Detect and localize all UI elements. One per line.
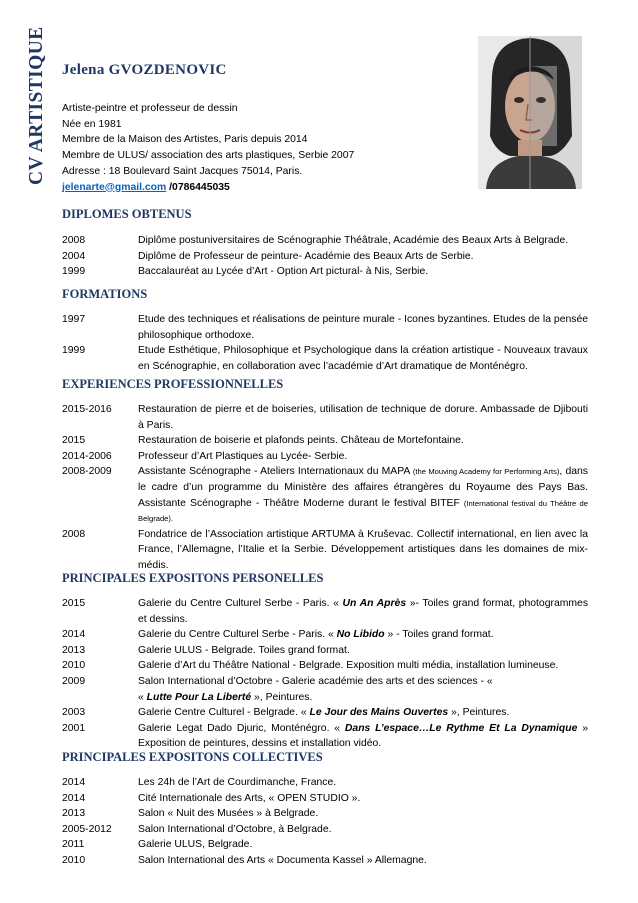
list-item	[62, 433, 588, 449]
entry-text-part: Salon International d’Octobre - Galerie académie des arts et des sciences - «	[138, 675, 493, 687]
entry-text	[138, 464, 588, 526]
entry-text-part: »- Toiles grand format, photogrammes et dessins.	[138, 598, 589, 625]
entry-text-part: , dans le cadre d’un programme du Ministère des affaires étrangères du Royaume des Pays Bas. Assistante Scénographe - Théâtre Moderne durant le festival BITEF	[138, 466, 588, 509]
entry-year: 2014	[62, 792, 86, 804]
list-item	[62, 464, 588, 526]
entry-text: Salon International d’Octobre, à Belgrade.	[138, 823, 332, 835]
entry-year: 2004	[62, 250, 86, 262]
info-line: Membre de ULUS/ association des arts plastiques, Serbie 2007	[62, 150, 355, 162]
entry-year: 2009	[62, 675, 86, 687]
list-item	[62, 837, 588, 853]
entry-year: 1997	[62, 314, 86, 325]
entry-year: 1999	[62, 345, 86, 357]
entry-text: Restauration de boiserie et plafonds peints. Château de Mortefontaine.	[138, 435, 464, 447]
info-line: Adresse : 18 Boulevard Saint Jacques 75014, Paris.	[62, 165, 303, 177]
phone-number: /0786445035	[166, 181, 230, 193]
exhibition-title: No Libido	[336, 629, 385, 641]
entry-year: 2008-2009	[62, 466, 112, 478]
entry-text: Les 24h de l’Art de Courdimanche, France.	[138, 777, 337, 788]
list-item	[62, 264, 588, 280]
entry-text	[138, 674, 588, 705]
entry-text: Etude des techniques et réalisations de peinture murale - Icones byzantines. Etudes de la pensée philosophique orthodoxe.	[138, 314, 588, 341]
entry-year: 1999	[62, 266, 86, 278]
list-item	[62, 853, 588, 869]
exhibition-title: Lutte Pour La Liberté	[146, 691, 252, 703]
entry-note: (International festival du Théâtre de Belgrade).	[138, 498, 589, 524]
list-item	[62, 527, 588, 574]
info-line: Membre de la Maison des Artistes, Paris depuis 2014	[62, 134, 308, 146]
diplomes-list	[62, 233, 588, 280]
entry-text: Cité Internationale des Arts, « OPEN STUDIO ».	[138, 792, 361, 804]
entry-text: Etude Esthétique, Philosophique et Psychologique dans la création artistique - Nouveaux travaux en Scénographie, en collaboration avec l’académie d’Art dramatique de Monténégro.	[138, 345, 588, 372]
list-item	[62, 775, 588, 791]
entry-text-part: Assistante Scénographe - Ateliers Internationaux du MAPA	[138, 466, 413, 478]
list-item	[62, 643, 588, 659]
entry-year: 2015	[62, 435, 86, 447]
entry-text-part: Galerie Centre Culturel - Belgrade. «	[138, 707, 310, 719]
entry-text: Galerie d’Art du Théâtre National - Belgrade. Exposition multi média, installation lumineuse.	[138, 660, 559, 672]
contact-line	[62, 180, 354, 196]
entry-text	[138, 627, 588, 643]
list-item	[62, 658, 588, 674]
entry-text-part: «	[138, 691, 147, 703]
list-item	[62, 627, 588, 643]
exhibition-title: Le Jour des Mains Ouvertes	[309, 707, 449, 719]
entry-year: 2014	[62, 777, 86, 788]
entry-text	[138, 721, 588, 752]
entry-text: Diplôme postuniversitaires de Scénographie Théâtrale, Académie des Beaux Arts à Belgrade.	[138, 235, 569, 246]
experiences-list	[62, 402, 588, 574]
section-title-expositions-personelles: PRINCIPALES EXPOSITONS PERSONELLES	[62, 571, 324, 585]
entry-year: 2008	[62, 528, 86, 540]
section-title-formations: FORMATIONS	[62, 287, 148, 301]
personal-info	[62, 101, 354, 195]
portrait-image	[478, 36, 582, 189]
entry-note: (the Mouving Academy for Performing Arts)	[412, 467, 560, 477]
exhibition-title: Dans L’espace…Le Rythme Et La Dynamique	[344, 722, 578, 734]
entry-year: 2011	[62, 839, 85, 851]
entry-text: Restauration de pierre et de boiseries, utilisation de technique de dorure. Ambassade de Djibouti à Paris.	[138, 404, 588, 431]
portrait-photo	[478, 36, 582, 189]
person-name: Jelena GVOZDENOVIC	[62, 62, 227, 78]
entry-text: Galerie ULUS, Belgrade.	[138, 839, 253, 851]
entry-text	[138, 596, 588, 627]
entry-text: Fondatrice de l’Association artistique ARTUMA à Kruševac. Collectif international, en lien avec la France, l’Allemagne, l’Italie et la Serbie. Développement artistiques dans les domaines de mix-médis.	[138, 528, 588, 571]
entry-year: 2008	[62, 235, 86, 246]
cv-side-label: CV ARTISTIQUE	[26, 26, 47, 185]
info-line: Née en 1981	[62, 118, 122, 130]
entry-text-part: », Peintures.	[448, 707, 510, 719]
exhibition-title: Un An Après	[342, 598, 407, 609]
entry-year: 2014-2006	[62, 450, 112, 462]
entry-text-part: », Peintures.	[251, 691, 313, 703]
list-item	[62, 402, 588, 433]
expositions-collectives-list	[62, 775, 588, 869]
list-item	[62, 233, 588, 249]
info-line: Artiste-peintre et professeur de dessin	[62, 103, 238, 114]
list-item	[62, 721, 588, 752]
list-item	[62, 596, 588, 627]
section-title-expositions-collectives: PRINCIPALES EXPOSITONS COLLECTIVES	[62, 750, 323, 764]
list-item	[62, 343, 588, 374]
entry-text-part: Galerie Legat Dado Djuric, Monténégro. «	[138, 722, 345, 734]
entry-text-part: » - Toiles grand format.	[384, 629, 494, 641]
entry-text: Professeur d’Art Plastiques au Lycée- Serbie.	[138, 450, 348, 462]
entry-text: Salon « Nuit des Musées » à Belgrade.	[138, 808, 319, 820]
entry-year: 2015-2016	[62, 404, 112, 415]
list-item	[62, 249, 588, 265]
list-item	[62, 312, 588, 343]
entry-year: 2010	[62, 660, 86, 672]
entry-year: 2005-2012	[62, 823, 112, 835]
list-item	[62, 674, 588, 705]
formations-list	[62, 312, 588, 374]
section-title-diplomes: DIPLOMES OBTENUS	[62, 207, 192, 221]
list-item	[62, 806, 588, 822]
expositions-personelles-list	[62, 596, 588, 752]
entry-text	[138, 705, 588, 721]
entry-text: Galerie ULUS - Belgrade. Toiles grand format.	[138, 644, 350, 656]
entry-year: 2001	[62, 722, 86, 734]
list-item	[62, 449, 588, 465]
entry-text-part: Galerie du Centre Culturel Serbe - Paris. «	[138, 598, 343, 609]
entry-year: 2014	[62, 629, 86, 641]
entry-text: Baccalauréat au Lycée d’Art - Option Art pictural- à Nis, Serbie.	[138, 266, 429, 278]
entry-text-part: Galerie du Centre Culturel Serbe - Paris. «	[138, 629, 337, 641]
section-title-experiences: EXPERIENCES PROFESSIONNELLES	[62, 377, 284, 391]
entry-year: 2013	[62, 808, 86, 820]
entry-year: 2013	[62, 644, 86, 656]
email-link[interactable]: jelenarte@gmail.com	[62, 181, 167, 193]
entry-year: 2003	[62, 707, 86, 719]
entry-text: Salon International des Arts « Documenta Kassel » Allemagne.	[138, 854, 427, 866]
list-item	[62, 705, 588, 721]
entry-year: 2015	[62, 598, 86, 609]
list-item	[62, 791, 588, 807]
entry-text-part: » Exposition de peintures, dessins et installation vidéo.	[138, 722, 588, 750]
entry-text: Diplôme de Professeur de peinture- Académie des Beaux Arts de Serbie.	[138, 250, 474, 262]
entry-year: 2010	[62, 854, 86, 866]
list-item	[62, 822, 588, 838]
